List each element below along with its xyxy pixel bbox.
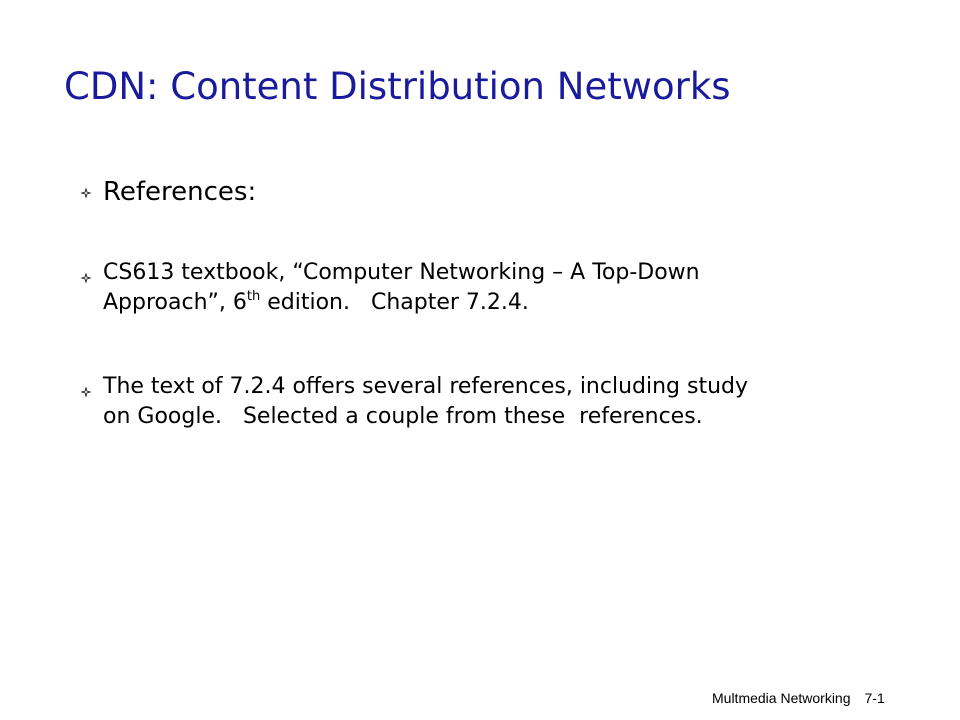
bullet-line-suffix: edition. Chapter 7.2.4. <box>260 290 529 315</box>
bullet-text <box>103 372 893 432</box>
bullet-line: The text of 7.2.4 offers several references, including study <box>103 374 749 399</box>
bullet-text <box>103 258 893 318</box>
bullet-line: References: <box>103 177 257 207</box>
page-number: 7-1 <box>864 690 885 706</box>
bullet-text <box>103 168 893 216</box>
bullet-line <box>103 288 893 318</box>
bullet-line-prefix: Approach”, 6 <box>103 290 247 315</box>
slide-title: CDN: Content Distribution Networks <box>64 65 731 108</box>
ordinal-superscript: th <box>246 289 261 304</box>
diamond-bullet-icon <box>80 386 92 398</box>
course-name: Multmedia Networking <box>712 690 851 706</box>
bullet-line: CS613 textbook, “Computer Networking – A Top-Down <box>103 260 700 285</box>
bullet-line: on Google. Selected a couple from these references. <box>103 404 703 429</box>
slide-footer <box>712 689 928 707</box>
diamond-bullet-icon <box>80 272 92 284</box>
diamond-bullet-icon <box>80 187 92 199</box>
